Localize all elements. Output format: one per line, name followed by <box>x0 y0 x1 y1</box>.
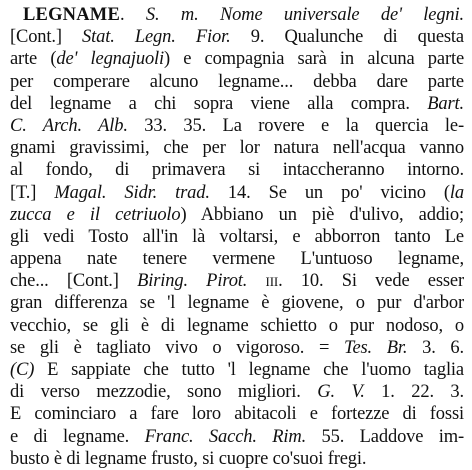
text-run: di verso mezzodie, sono migliori. <box>10 382 318 403</box>
italic-text: Tes. Br. <box>344 337 408 358</box>
entry-text-line <box>10 403 464 425</box>
text-run: arte ( <box>10 49 57 70</box>
text-run: ) e compagnia sarà in alcuna parte <box>164 49 465 70</box>
text-run: e di legname. <box>10 426 145 447</box>
italic-text: zucca e il cetriuolo <box>10 204 181 225</box>
entry-text-line <box>10 381 464 403</box>
text-run: 33. 35. La rovere e la quercia le- <box>127 115 464 136</box>
text-run: 55. Laddove im- <box>306 426 465 447</box>
italic-text: Bart. <box>427 93 464 114</box>
text-run: gnami gravissimi, che per lor natura nell'acqua vanno <box>10 138 464 159</box>
entry-text-line <box>10 159 464 181</box>
entry-text-line <box>10 182 464 204</box>
text-run: 3. 6. <box>407 337 464 358</box>
entry-text-line <box>10 270 464 292</box>
text-run: appena nate tenere vermene L'untuoso legname, <box>10 249 464 270</box>
text-run: . 10. Si vede esser <box>278 271 464 292</box>
text-run: gli vedi Tosto all'in là voltarsi, e abborron tanto Le <box>10 226 464 247</box>
entry-text-line <box>10 448 464 470</box>
italic-text: G. V. <box>317 382 365 403</box>
italic-text: de' legnajuoli <box>56 49 165 70</box>
italic-text: la <box>449 182 464 203</box>
italic-text: Biring. Pirot. <box>137 271 248 292</box>
text-run: E cominciaro a fare loro abitacoli e fortezze di fossi <box>10 404 464 425</box>
text-run: 1. 22. 3. <box>364 382 464 403</box>
text-run: che... [Cont.] <box>10 271 138 292</box>
text-run: del legname a chi sopra viene alla compra. <box>10 93 428 114</box>
text-run: busto è di legname frusto, si cuopre co'suoi fregi. <box>10 448 367 469</box>
italic-text: Stat. Legn. Fior. <box>82 27 231 48</box>
text-run: al fondo, di primavera si intaccheranno intorno. <box>10 160 464 181</box>
entry-text-line <box>10 248 464 270</box>
entry-text-line <box>10 426 464 448</box>
text-run: 14. Se un po' vicino ( <box>209 182 450 203</box>
entry-text-line <box>10 359 464 381</box>
entry-text-line <box>10 93 464 115</box>
entry-text-line <box>10 48 464 70</box>
entry-headline <box>10 4 464 26</box>
headword: LEGNAME <box>23 5 120 25</box>
entry-text-line <box>10 115 464 137</box>
text-run: 9. Qualunche di questa <box>230 27 464 48</box>
italic-text: Magal. Sidr. trad. <box>54 182 210 203</box>
entry-text-line <box>10 71 464 93</box>
entry-text-line <box>10 337 464 359</box>
entry-text-line <box>10 315 464 337</box>
text-run: . <box>120 5 146 25</box>
small-caps-text: iii <box>265 271 279 292</box>
text-run: vecchio, se gli è di legname schietto o pur nodoso, o <box>10 315 464 336</box>
text-run: se gli è tagliato vivo o vigoroso. = <box>10 337 344 358</box>
text-run: ) Abbiano un piè d'ulivo, addio; <box>180 204 464 225</box>
text-run: [T.] <box>10 182 55 203</box>
italic-text: Franc. Sacch. Rim. <box>144 426 307 447</box>
text-run: [Cont.] <box>10 27 83 48</box>
entry-text-line <box>10 226 464 248</box>
entry-text-line <box>10 26 464 48</box>
entry-text-line <box>10 292 464 314</box>
entry-text-line <box>10 137 464 159</box>
text-run: gran differenza se 'l legname è giovene, o pur d'arbor <box>10 293 464 314</box>
entry-text-line <box>10 204 464 226</box>
text-run <box>247 271 265 291</box>
text-run: E sappiate che tutto 'l legname che l'uomo taglia <box>34 360 464 380</box>
italic-text: S. m. Nome universale de' legni. <box>145 5 464 25</box>
italic-text: (C) <box>10 360 35 380</box>
italic-text: C. Arch. Alb. <box>10 115 128 136</box>
text-run: per comperare alcuno legname... debba dare parte <box>10 71 464 92</box>
